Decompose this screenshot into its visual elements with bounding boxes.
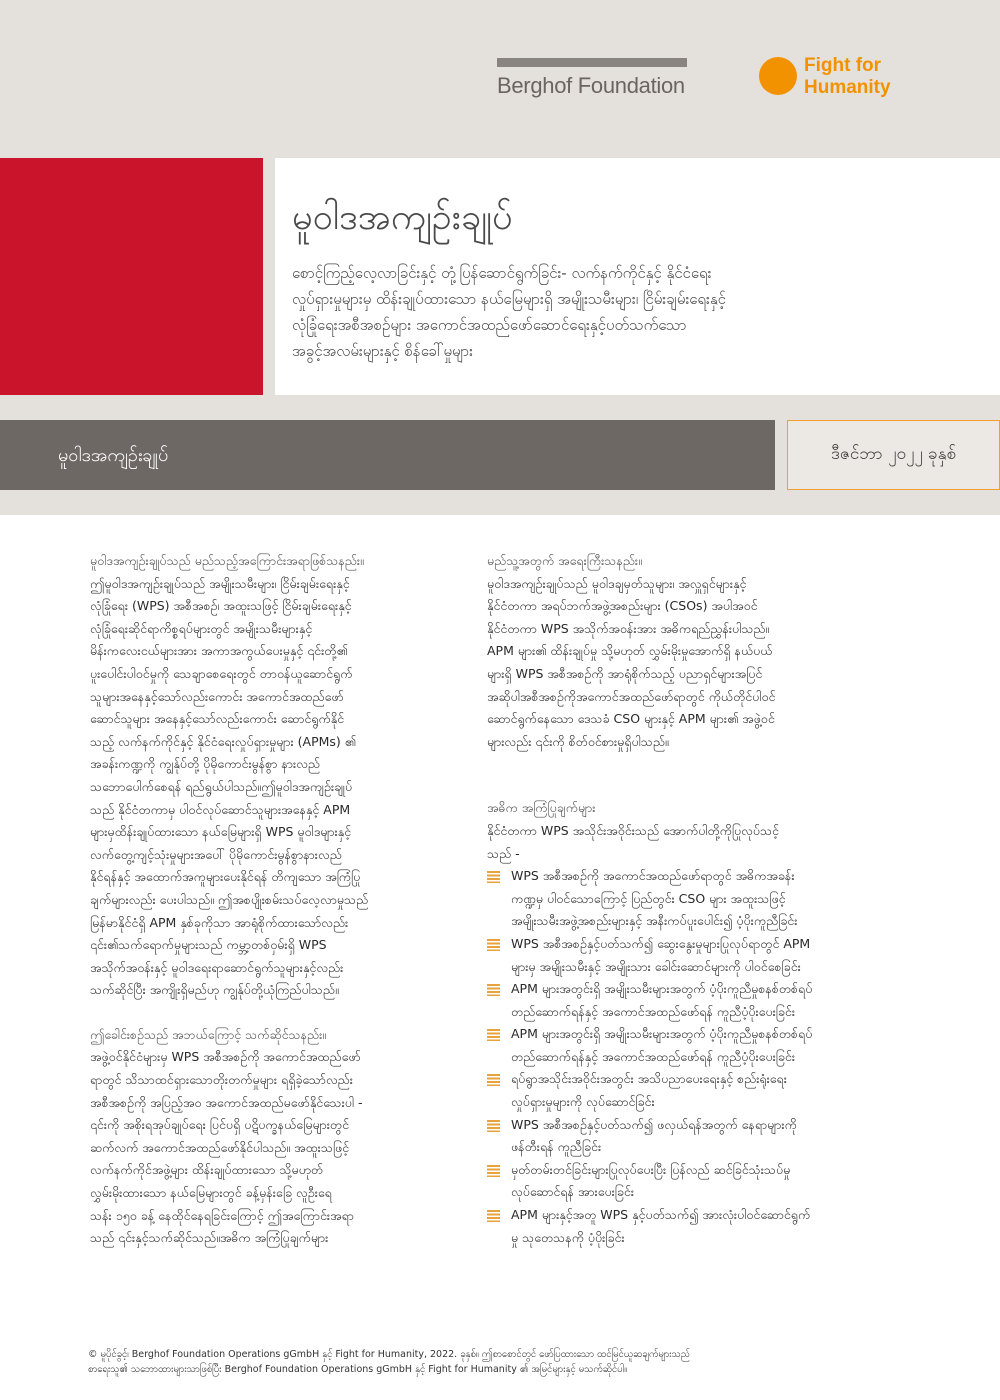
body-line: ၎င်း၏သက်ရောက်မှုများသည် ကမ္ဘာ့တစ်ဝှမ်းရှိ WPS — [90, 937, 327, 953]
recommendation-item — [487, 865, 909, 933]
document-type-bar — [0, 420, 775, 490]
bullet-line: ကဏ္ဍမှ ပါဝင်သောကြောင့် ပြည်တွင်း CSO များ အထူးသဖြင့် — [511, 890, 786, 906]
right-column — [487, 550, 909, 1249]
recommendation-item — [487, 1023, 909, 1068]
bullet-line: မှတ်တမ်းတင်ခြင်းများပြုလုပ်ပေးပြီး ပြန်လည် ဆင်ခြင်သုံးသပ်မှု — [511, 1161, 791, 1177]
bullet-line: WPS အစီအစဉ်ကို အကောင်အထည်ဖော်ရာတွင် အဓိကအခန်း — [511, 868, 795, 884]
body-line: များလည်း ၎င်းကို စိတ်ဝင်စားမှုရှိပါသည်။ — [487, 733, 669, 749]
bullet-line: ဖန်တီးရန် ကူညီခြင်း — [511, 1139, 602, 1155]
bullet-line: APM များနှင့်အတူ WPS နှင့်ပတ်သက်၍ အားလုံးပါဝင်ဆောင်ရွက် — [511, 1207, 811, 1223]
berghof-logo-text: Berghof Foundation — [497, 73, 685, 98]
bullet-icon — [487, 939, 500, 951]
ffh-logo-line: Humanity — [804, 77, 891, 98]
ffh-logo-line: Fight for — [804, 55, 882, 76]
orange-circle-icon — [759, 57, 797, 95]
body-line: ဤမူဝါဒအကျဉ်းချုပ်သည် အမျိုးသမီးများ၊ ငြိမ်းချမ်းရေးနှင့် — [90, 575, 350, 591]
section-heading: ဤခေါင်းစဉ်သည် အဘယ်ကြောင့် သက်ဆိုင်သနည်း။ — [90, 1026, 327, 1042]
body-line: ဆက်လက် အကောင်အထည်ဖော်နိုင်ပါသည်။ အထူးသဖြင့် — [90, 1139, 350, 1155]
body-line: သည် နိုင်ငံတကာမှ ပါဝင်လုပ်ဆောင်သူများအနေနှင့် APM — [90, 801, 351, 817]
footer-line: © မူပိုင်ခွင့်၊ Berghof Foundation Operations gGmbH နှင့် Fight for Humanity, 2022. ခုနှစ်။ ဤစာစောင်တွင် ဖော်ပြထားသော ထင်မြင်ယူဆချက်များသည် — [88, 1349, 690, 1360]
bullet-line: WPS အစီအစဉ်နှင့်ပတ်သက်၍ ဖလှယ်ရန်အတွက် နေရာများကို — [511, 1116, 797, 1132]
body-line: အဆိုပါအစီအစဉ်ကိုအကောင်အထည်ဖော်ရာတွင် ကိုယ်တိုင်ပါဝင် — [487, 688, 776, 704]
bullet-icon — [487, 1120, 500, 1132]
title-box — [275, 158, 1000, 395]
body-line: မိန်းကလေးငယ်များအား အကာအကွယ်ပေးမှုနှင့် ၎င်းတို့၏ — [90, 643, 348, 659]
bullet-icon — [487, 984, 500, 996]
body-line: ၎င်းကို အစိုးရအုပ်ချုပ်ရေး ပြင်ပရှိ ပဋိပက္ခနယ်မြေများတွင် — [90, 1117, 350, 1133]
bullet-line: လှုပ်ရှားမှုများကို လုပ်ဆောင်ခြင်း — [511, 1094, 655, 1110]
section-heading: မည်သူ့အတွက် အရေးကြီးသနည်း။ — [487, 553, 642, 568]
section-heading: အဓိက အကြံပြုချက်များ — [487, 800, 596, 816]
bullet-line: တည်ဆောက်ရန်နှင့် အကောင်အထည်ဖော်ရန် ကူညီပံ့ပိုးပေးခြင်း — [511, 1048, 795, 1064]
bullet-line: APM များအတွင်းရှိ အမျိုးသမီးများအတွက် ပံ့ပိုးကူညီမှုစနစ်တစ်ရပ် — [511, 981, 813, 997]
publication-date: ဒီဇင်ဘာ ၂၀၂၂ ခုနှစ် — [830, 444, 957, 464]
bullet-line: များမှ အမျိုးသမီးနှင့် အမျိုးသား ခေါင်းဆောင်များကို ပါဝင်စေခြင်း — [511, 958, 801, 974]
recommendation-item — [487, 1114, 909, 1159]
body-line: များမှထိန်းချုပ်ထားသော နယ်မြေများရှိ WPS မူဝါဒများနှင့် — [90, 824, 352, 840]
body-line: ချက်များလည်း ပေးပါသည်။ ဤအစပျိုးစမ်းသပ်လေ့လာမှုသည် — [90, 891, 369, 907]
body-line: နိုင်ငံတကာ WPS အသိုက်အဝန်းအား အဓိကရည်ညွှန်းပါသည်။ — [487, 620, 770, 636]
recommendation-item — [487, 933, 909, 978]
recommendation-item — [487, 1204, 909, 1249]
bullet-icon — [487, 871, 500, 883]
footer-line: စာရေးသူ၏ သဘောထားများသာဖြစ်ပြီး Berghof Foundation Operations gGmbH နှင့် Fight for Humanity ၏ အမြင်များနှင့် မသက်ဆိုင်ပါ။ — [88, 1364, 628, 1375]
body-line: လုံခြုံရေးဆိုင်ရာကိစ္စရပ်များတွင် အမျိုးသမီးများနှင့် — [90, 620, 313, 636]
bullet-line: အမျိုးသမီးအဖွဲ့အစည်းများနှင့် အနီးကပ်ပူးပေါင်း၍ ပံ့ပိုးကူညီခြင်း — [511, 913, 798, 929]
body-line: သည် - — [487, 845, 520, 861]
section-intro — [487, 820, 909, 865]
body-line: အဖွဲ့ဝင်နိုင်ငံများမှ WPS အစီအစဉ်ကို အကောင်အထည်ဖော် — [90, 1049, 361, 1065]
section-body — [487, 573, 909, 754]
bullet-icon — [487, 1029, 500, 1041]
berghof-logo-bar — [497, 58, 687, 67]
body-line: လွှမ်းမိုးထားသော နယ်မြေများတွင် ခန့်မှန်းခြေ လူဦးရေ — [90, 1185, 332, 1201]
berghof-logo — [497, 58, 697, 99]
page-subtitle — [292, 260, 982, 364]
body-line: နိုင်ရန်နှင့် အထောက်အကူများပေးနိုင်ရန် တိကျသော အကြံပြု — [90, 869, 361, 885]
bullet-line: လုပ်ဆောင်ရန် အားပေးခြင်း — [511, 1184, 635, 1200]
subtitle-line: လှုပ်ရှားမှုများမှ ထိန်းချုပ်ထားသော နယ်မြေများရှိ အမျိုးသမီးများ၊ ငြိမ်းချမ်းရေးနှင့် — [292, 290, 726, 308]
red-accent-block — [0, 158, 263, 395]
body-line: နိုင်ငံတကာ အရပ်ဘက်အဖွဲ့အစည်းများ (CSOs) အပါအဝင် — [487, 598, 758, 614]
bullet-line: တည်ဆောက်ရန်နှင့် အကောင်အထည်ဖော်ရန် ကူညီပံ့ပိုးပေးခြင်း — [511, 1003, 795, 1019]
body-line: အခန်းကဏ္ဍကို ကျွန်ုပ်တို့ ပိုမိုကောင်းမွန်စွာ နားလည် — [90, 756, 320, 772]
body-line: ဆောင်သူများ အနေနှင့်သော်လည်းကောင်း ဆောင်ရွက်နိုင် — [90, 711, 345, 727]
body-line: ပူးပေါင်းပါဝင်မှုကို သေချာစေရေးတွင် တာဝန်ယူဆောင်ရွက် — [90, 665, 353, 681]
left-column — [90, 550, 512, 1250]
body-line: အစီအစဉ်ကို အပြည့်အဝ အကောင်အထည်မဖော်နိုင်သေးပါ - — [90, 1094, 363, 1110]
body-line: မူဝါဒအကျဉ်းချုပ်သည် မူဝါဒချမှတ်သူများ၊ အလှူရှင်များနှင့် — [487, 575, 747, 591]
subtitle-line: အခွင့်အလမ်းများနှင့် စိန်ခေါ်မှုများ — [292, 342, 473, 360]
bullet-line: APM များအတွင်းရှိ အမျိုးသမီးများအတွက် ပံ့ပိုးကူညီမှုစနစ်တစ်ရပ် — [511, 1026, 813, 1042]
section-heading: မူဝါဒအကျဉ်းချုပ်သည် မည်သည့်အကြောင်းအရာဖြစ်သနည်း။ — [90, 553, 364, 568]
body-line: APM များ၏ ထိန်းချုပ်မှု သို့မဟုတ် လွှမ်းမိုးမှုအောက်ရှိ နယ်ပယ် — [487, 643, 773, 659]
recommendation-item — [487, 1068, 909, 1113]
body-line: အသိုက်အဝန်းနှင့် မူဝါဒရေးရာဆောင်ရွက်သူများနှင့်လည်း — [90, 959, 344, 975]
bullet-line: မှု သုတေသနကို ပံ့ပိုးခြင်း — [511, 1229, 625, 1245]
body-line: လုံခြုံရေး (WPS) အစီအစဉ်၊ အထူးသဖြင့် ငြိမ်းချမ်းရေးနှင့် — [90, 598, 352, 614]
recommendation-item — [487, 978, 909, 1023]
body-line: သည့် လက်နက်ကိုင်နှင့် နိုင်ငံရေးလှုပ်ရှားမှုများ (APMs) ၏ — [90, 733, 356, 749]
copyright-footer — [88, 1347, 948, 1377]
body-line: ဆောင်ရွက်နေသော ဒေသခံ CSO များနှင့် APM များ၏ အဖွဲ့ဝင် — [487, 711, 775, 727]
body-line: သဘောပေါက်စေရန် ရည်ရွယ်ပါသည်။ဤမူဝါဒအကျဉ်းချုပ် — [90, 778, 353, 794]
subtitle-line: လုံခြုံရေးအစီအစဉ်များ အကောင်အထည်ဖော်ဆောင်ရေးနှင့်ပတ်သက်သော — [292, 316, 687, 334]
body-line: လက်နက်ကိုင်အဖွဲ့များ ထိန်းချုပ်ထားသော သို့မဟုတ် — [90, 1162, 324, 1178]
date-box — [787, 420, 1000, 490]
section-body — [90, 573, 512, 1002]
body-line: နိုင်ငံတကာ WPS အသိုင်းအဝိုင်းသည် အောက်ပါတို့ကိုပြုလုပ်သင့် — [487, 822, 779, 838]
body-line: မြန်မာနိုင်ငံရှိ APM နှစ်ခုကိုသာ အာရုံစိုက်ထားသော်လည်း — [90, 914, 349, 930]
subtitle-line: စောင့်ကြည့်လေ့လာခြင်းနှင့် တုံ့ပြန်ဆောင်ရွက်ခြင်း- လက်နက်ကိုင်နှင့် နိုင်ငံရေး — [292, 264, 712, 282]
bullet-line: ရပ်ရွာအသိုင်းအဝိုင်းအတွင်း အသိပညာပေးရေးနှင့် စည်းရုံးရေး — [511, 1071, 787, 1087]
body-line: လက်တွေ့ကျင့်သုံးမှုများအပေါ် ပိုမိုကောင်းမွန်စွာနားလည် — [90, 846, 342, 862]
bullet-icon — [487, 1165, 500, 1177]
bullet-icon — [487, 1074, 500, 1086]
bullet-icon — [487, 1210, 500, 1222]
body-line: သူများအနေနှင့်သော်လည်းကောင်း အကောင်အထည်ဖော် — [90, 688, 344, 704]
ffh-logo-text — [804, 55, 891, 99]
body-line: သက်ဆိုင်ပြီး အကျိုးရှိမည်ဟု ကျွန်ုပ်တို့ယုံကြည်ပါသည်။ — [90, 982, 339, 998]
page-title: မူဝါဒအကျဉ်းချုပ် — [292, 197, 513, 238]
recommendation-item — [487, 1159, 909, 1204]
body-line: သည် ၎င်းနှင့်သက်ဆိုင်သည်။အဓိက အကြံပြုချက်များ — [90, 1230, 329, 1246]
body-line: သန်း ၁၅၀ ခန့် နေထိုင်နေရခြင်းကြောင့် ဤအကြောင်းအရာ — [90, 1207, 354, 1223]
body-line: ရာတွင် သိသာထင်ရှားသောတိုးတက်မှုများ ရရှိခဲ့သော်လည်း — [90, 1072, 353, 1088]
body-line: များရှိ WPS အစီအစဉ်ကို အာရုံစိုက်သည့် ပညာရှင်များအပြင် — [487, 665, 763, 681]
section-body — [90, 1046, 512, 1249]
bullet-line: WPS အစီအစဉ်နှင့်ပတ်သက်၍ ဆွေးနွေးမှုများပြုလုပ်ရာတွင် APM — [511, 935, 811, 951]
document-type-label: မူဝါဒအကျဉ်းချုပ် — [58, 445, 169, 466]
